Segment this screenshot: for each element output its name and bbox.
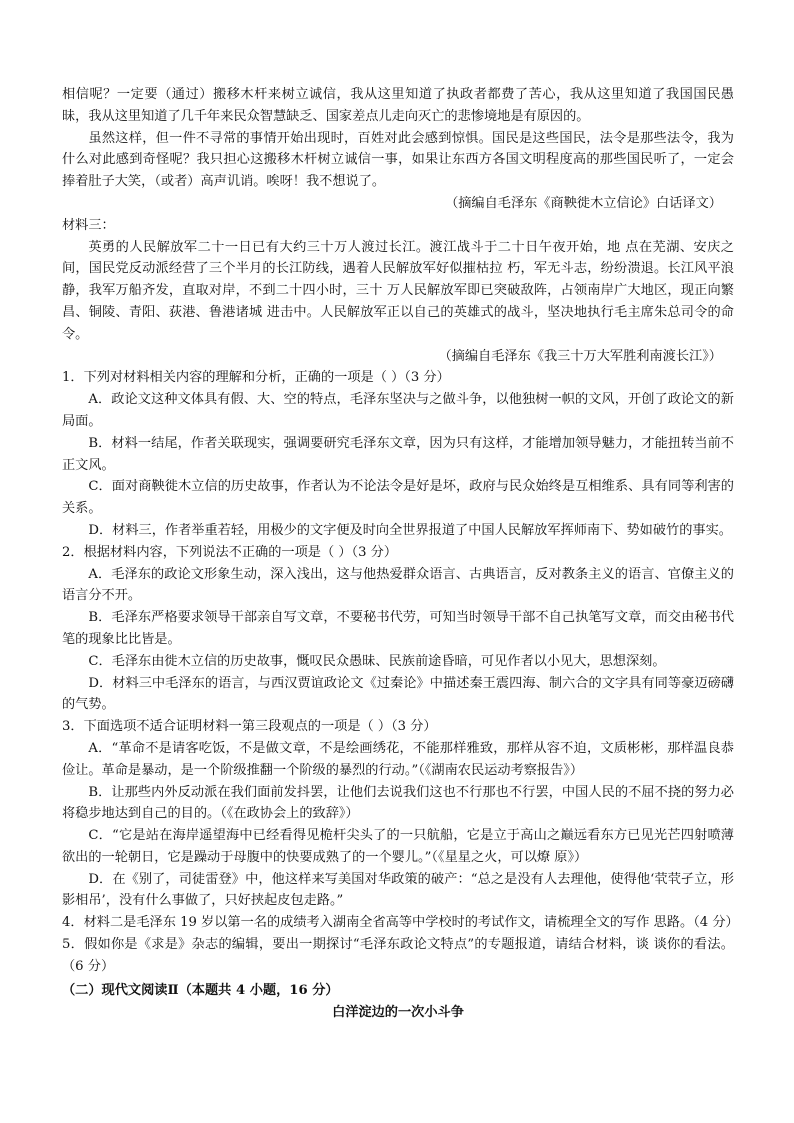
option-a: A．“革命不是请客吃饭，不是做文章，不是绘画绣花，不能那样雅致，那样从容不迫，文质彬彬，那样温良恭俭让。革命是暴动，是一个阶级推翻一个阶级的暴烈的行动。”（《湖南农民运动考察报告》） <box>62 740 734 778</box>
option-d: D．在《别了，司徒雷登》中，他这样来写美国对华政策的破产：“总之是没有人去理他，使得他‘茕茕孑立，形影相吊’，没有什么事做了，只好挟起皮包走路。” <box>62 871 734 909</box>
question-stem: 3．下面选项不适合证明材料一第三段观点的一项是（ ）（3 分） <box>62 719 437 735</box>
option-d: D．材料三，作者举重若轻，用极少的文字便及时向全世界报道了中国人民解放军挥师南下、势如破竹的事实。 <box>88 522 732 538</box>
option-c: C．“它是站在海岸遥望海中已经看得见桅杆尖头了的一只航船，它是立于高山之巅远看东方已见光芒四射喷薄欲出的一轮朝日，它是躁动于母腹中的快要成熟了的一个婴儿。”（《星星之火，可以燎 原》） <box>62 828 734 865</box>
material3-source: （摘编自毛泽东《我三十万大军胜利南渡长江》） <box>438 348 722 364</box>
option-d: D．材料三中毛泽东的语言，与西汉贾谊政论文《过秦论》中描述秦王震四海、制六合的文字具有同等豪迈磅礴的气势。 <box>62 675 734 713</box>
material3-body: 英勇的人民解放军二十一日已有大约三十万人渡过长江。渡江战斗于二十日午夜开始，地 点在芜湖、安庆之间，国民党反动派经营了三个半月的长江防线，遇着人民解放军好似摧枯拉 朽，军无斗志，纷纷溃退。长江风平浪静，我军万船齐发，直取对岸，不到二十四小时，三十 万人民解放军即已突破敌阵，占领南岸广大地区，现正向繁昌、铜陵、青阳、荻港、鲁港诸城 进击中。人民解放军正以自己的英雄式的战斗，坚决地执行毛主席朱总司令的命令。 <box>62 239 734 342</box>
option-a: A．毛泽东的政论文形象生动，深入浅出，这与他热爱群众语言、古典语言，反对教条主义的语言、官僚主义的语言分不开。 <box>62 566 734 604</box>
material3-heading: 材料三： <box>62 217 115 233</box>
material2-paragraph-2: 虽然这样，但一件不寻常的事情开始出现时，百姓对此会感到惊惧。国民是这些国民，法令是那些法令，我为什么对此感到奇怪呢？我只担心这搬移木杆树立诚信一事，如果让东西方各国文明程度高的那些国民听了，一定会捧着肚子大笑，（或者）高声讥诮。唉呀！我不想说了。 <box>62 130 734 190</box>
question-stem: 1．下列对材料相关内容的理解和分析，正确的一项是（ ）（3 分） <box>62 370 450 386</box>
section-heading: （二）现代文阅读Ⅱ（本题共 4 小题，16 分） <box>62 982 339 998</box>
material2-paragraph-1: 相信呢？一定要（通过）搬移木杆来树立诚信，我从这里知道了执政者都费了苦心，我从这里知道了我国国民愚昧，我从这里知道了几千年来民众智慧缺乏、国家差点儿走向灭亡的悲惨境地是有原因的。 <box>62 87 734 124</box>
question-5: 5．假如你是《求是》杂志的编辑，要出一期探讨“毛泽东政论文特点”的专题报道，请结合材料，谈 谈你的看法。（6 分） <box>62 937 734 974</box>
exam-page <box>62 84 739 1024</box>
material2-source: （摘编自毛泽东《商鞅徙木立信论》白话译文） <box>445 195 722 211</box>
option-b: B．让那些内外反动派在我们面前发抖罢，让他们去说我们这也不行那也不行罢，中国人民的不屈不挠的努力必将稳步地达到自己的目的。（《在政协会上的致辞》） <box>62 784 734 822</box>
question-stem: 2．根据材料内容，下列说法不正确的一项是（ ）（3 分） <box>62 544 398 560</box>
question-4: 4．材料二是毛泽东 19 岁以第一名的成绩考入湖南全省高等中学校时的考试作文，请梳理全文的写作 思路。（4 分） <box>62 915 739 931</box>
question-1 <box>62 367 734 541</box>
option-c: C．面对商鞅徙木立信的历史故事，作者认为不论法令是好是坏，政府与民众始终是互相维系、具有同等利害的关系。 <box>62 479 734 517</box>
option-b: B．毛泽东严格要求领导干部亲自写文章，不要秘书代劳，可知当时领导干部不自己执笔写文章，而交由秘书代笔的现象比比皆是。 <box>62 610 734 647</box>
question-3 <box>62 716 734 912</box>
question-2 <box>62 542 734 716</box>
option-b: B．材料一结尾，作者关联现实，强调要研究毛泽东文章，因为只有这样，才能增加领导魅力，才能扭转当前不正文风。 <box>62 435 734 473</box>
option-c: C．毛泽东由徙木立信的历史故事，慨叹民众愚昧、民族前途昏暗，可见作者以小见大，思想深刻。 <box>88 653 666 669</box>
article-title: 白洋淀边的一次小斗争 <box>332 1005 464 1021</box>
option-a: A．政论文这种文体具有假、大、空的特点，毛泽东坚决与之做斗争，以他独树一帜的文风，开创了政论文的新局面。 <box>62 392 734 429</box>
